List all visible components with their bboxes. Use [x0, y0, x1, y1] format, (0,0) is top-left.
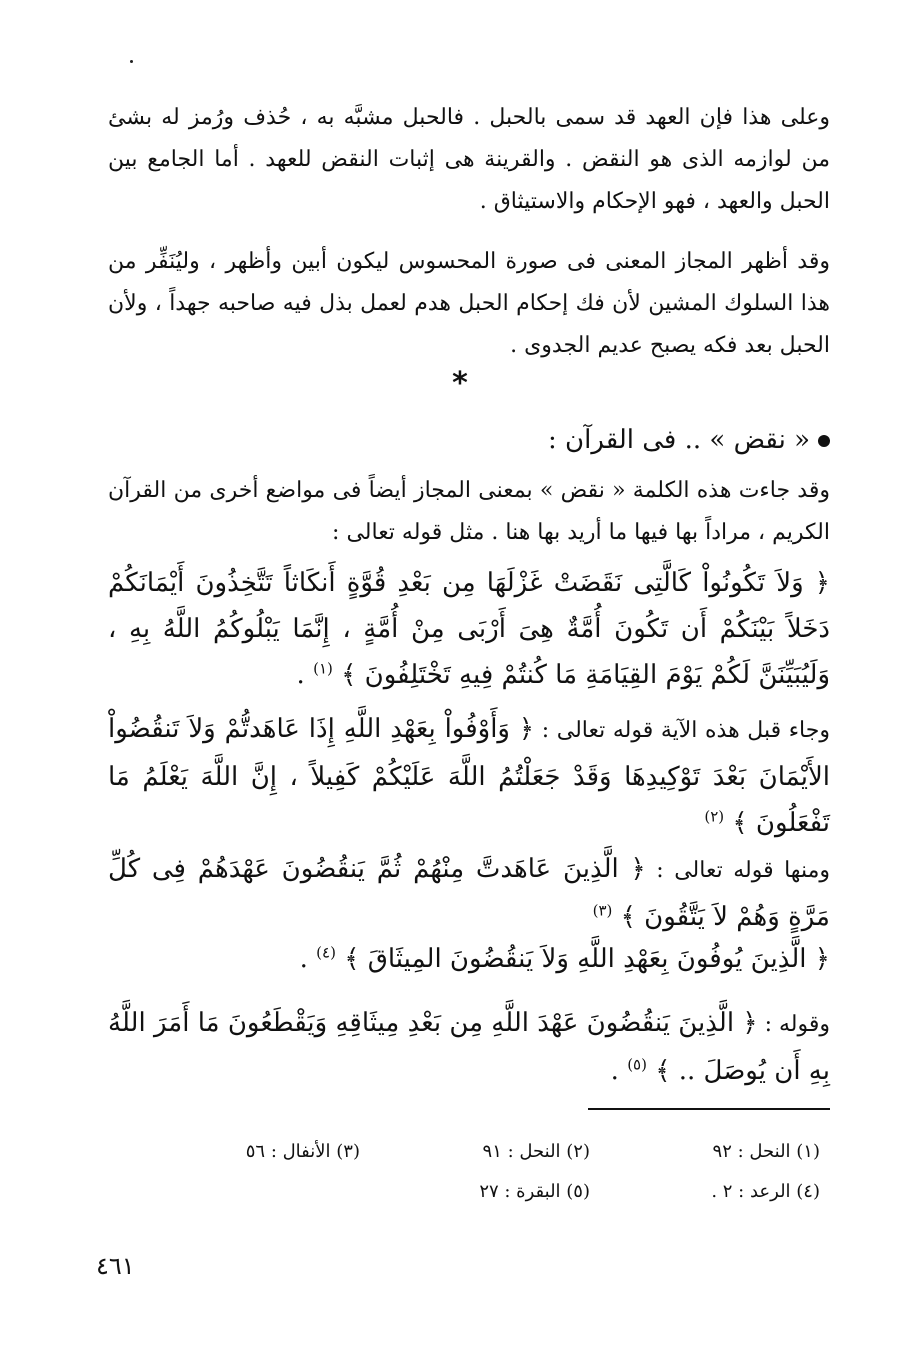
verse-1-end: .	[296, 660, 314, 690]
verse-4-end: .	[299, 944, 317, 974]
footnote-2: (٢) النحل : ٩١	[482, 1141, 590, 1162]
quran-verse-2	[108, 706, 830, 846]
section-heading	[380, 418, 830, 462]
verse-2-text: ﴿ وَأَوْفُواْ بِعَهْدِ اللَّهِ إِذَا عَاهَدتُّمْ وَلاَ تَنقُضُواْ الأَيْمَانَ بَعْدَ تَوْكِيدِهَا وَقَدْ جَعَلْتُمُ اللَّهَ عَلَيْكُمْ كَفِيلاً ، إِنَّ اللَّهَ يَعْلَمُ مَا تَفْعَلُونَ ﴾	[108, 714, 830, 838]
verse-3-lead: ومنها قوله تعالى :	[645, 858, 830, 883]
footnote-5: (٥) البقرة : ٢٧	[479, 1181, 590, 1202]
section-separator: *	[452, 366, 468, 401]
paragraph-3: وقد جاءت هذه الكلمة « نقض » بمعنى المجاز أيضاً فى مواضع أخرى من القرآن الكريم ، مراداً بها فيها ما أريد بها هنا . مثل قوله تعالى :	[108, 478, 830, 545]
footnote-row	[160, 1132, 820, 1172]
paragraph-2: وقد أظهر المجاز المعنى فى صورة المحسوس ليكون أبين وأظهر ، وليُنَفِّر من هذا السلوك المشين لأن فك إحكام الحبل هدم لعمل بذل فيه صاحبه جهداً ، ولأن الحبل بعد فكه يصبح عديم الجدوى .	[108, 249, 830, 358]
footnote-4: (٤) الرعد : ٢ .	[711, 1181, 820, 1202]
quran-verse-3	[108, 846, 830, 940]
footnote-1: (١) النحل : ٩٢	[712, 1141, 820, 1162]
footnote-ref-5: (٥)	[627, 1055, 647, 1074]
verse-5-lead: وقوله :	[757, 1012, 831, 1037]
verse-1-text: ﴿ وَلاَ تَكُونُواْ كَالَّتِى نَقَضَتْ غَزْلَهَا مِن بَعْدِ قُوَّةٍ أَنكَاثاً تَتَّخِذُونَ أَيْمَانَكُمْ دَخَلاً بَيْنَكُمْ أَن تَكُونَ أُمَّةٌ هِىَ أَرْبَى مِنْ أُمَّةٍ ، إِنَّمَا يَبْلُوكُمُ اللَّهُ بِهِ ، وَلَيُبَيِّنَنَّ لَكُمْ يَوْمَ القِيَامَةِ مَا كُنتُمْ فِيهِ تَخْتَلِفُونَ ﴾	[108, 568, 830, 690]
verse-2-lead: وجاء قبل هذه الآية قوله تعالى :	[534, 718, 830, 743]
footnote-empty	[160, 1172, 360, 1212]
ink-dot	[130, 60, 133, 63]
footnotes	[160, 1132, 820, 1212]
footnote-divider	[588, 1108, 830, 1110]
footnote-ref-1: (١)	[313, 659, 333, 678]
verse-5-end: .	[610, 1056, 628, 1086]
paragraph-1: وعلى هذا فإن العهد قد سمى بالحبل . فالحبل مشبَّه به ، حُذف ورُمز له بشئ من لوازمه الذى هو النقض . والقرينة هى إثبات النقض للعهد . أما الجامع بين الحبل والعهد ، فهو الإحكام والاستيثاق .	[108, 105, 830, 214]
footnote-row	[160, 1172, 820, 1212]
footnote-3: (٣) الأنفال : ٥٦	[245, 1141, 360, 1162]
page-number: ٤٦١	[96, 1252, 135, 1280]
verse-5-text: ﴿ الَّذِينَ يَنقُضُونَ عَهْدَ اللَّهِ مِن بَعْدِ مِيثَاقِهِ وَيَقْطَعُونَ مَا أَمَرَ اللَّهُ بِهِ أَن يُوصَلَ .. ﴾	[108, 1008, 830, 1086]
quran-verse-4	[108, 936, 830, 982]
footnote-ref-3: (٣)	[592, 901, 613, 920]
verse-4-text: ﴿ الَّذِينَ يُوفُونَ بِعَهْدِ اللَّهِ وَلاَ يَنقُضُونَ المِيثَاقَ ﴾	[344, 944, 830, 974]
quran-verse-1	[108, 560, 830, 698]
quran-verse-5	[108, 1000, 830, 1094]
section-heading-text: « نقض » .. فى القرآن :	[548, 425, 810, 455]
verse-3-text: ﴿ الَّذِينَ عَاهَدتَّ مِنْهُمْ ثُمَّ يَنقُضُونَ عَهْدَهُمْ فِى كُلِّ مَرَّةٍ وَهُمْ لاَ يَتَّقُونَ ﴾	[108, 854, 830, 932]
footnote-ref-4: (٤)	[316, 943, 336, 962]
footnote-ref-2: (٢)	[704, 807, 725, 826]
bullet-icon	[818, 435, 830, 447]
